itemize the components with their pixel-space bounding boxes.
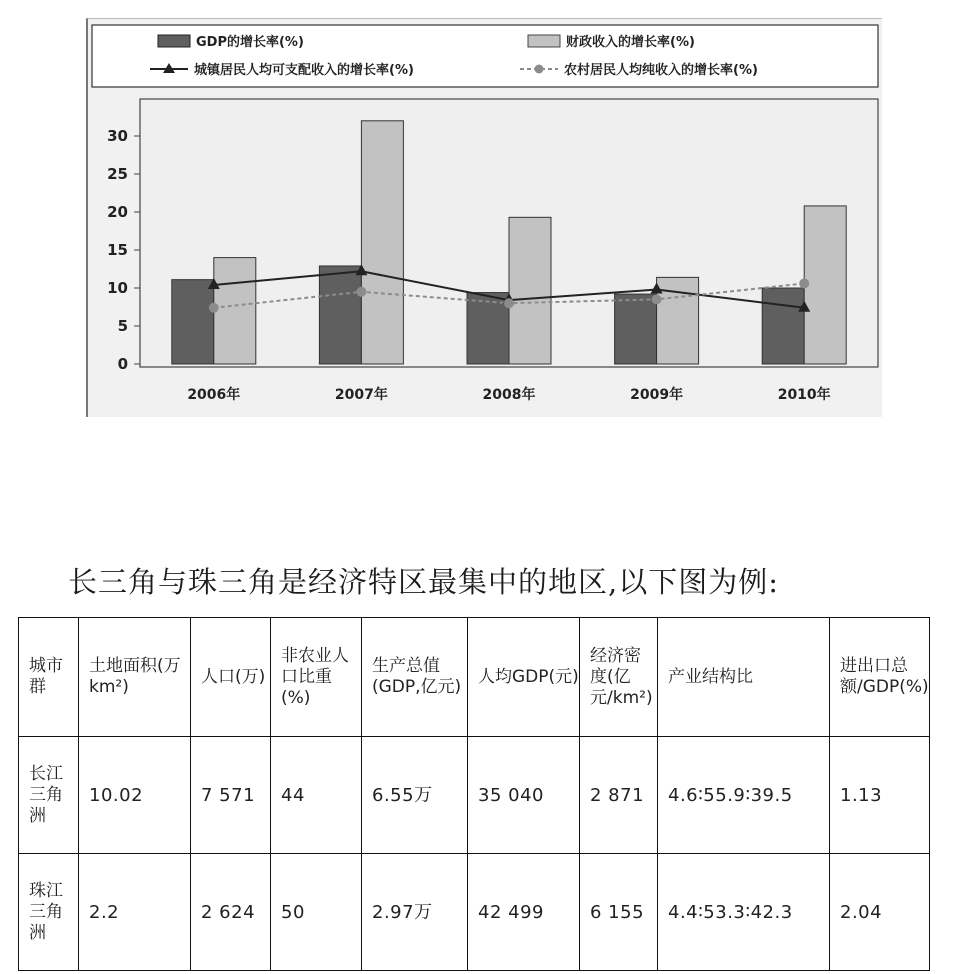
table-cell: 35 040 xyxy=(468,737,580,854)
legend xyxy=(92,25,878,87)
y-tick-label: 25 xyxy=(107,165,128,183)
table-cell: 1.13 xyxy=(830,737,930,854)
table-cell: 4.6∶55.9∶39.5 xyxy=(658,737,830,854)
gdp-growth-bar xyxy=(762,288,804,364)
header-cell: 土地面积(万km²) xyxy=(79,618,191,737)
table-cell: 2.04 xyxy=(830,854,930,971)
legend-label-rural: 农村居民人均纯收入的增长率(%) xyxy=(564,63,758,78)
table-row xyxy=(19,854,930,971)
rural-income-point xyxy=(652,294,662,304)
table-cell: 6.55万 xyxy=(362,737,468,854)
table-cell: 44 xyxy=(271,737,362,854)
gdp-growth-bar xyxy=(319,266,361,364)
rural-income-point xyxy=(799,278,809,288)
x-tick-label: 2010年 xyxy=(777,387,831,403)
header-cell: 城市群 xyxy=(19,618,79,737)
legend-label-fiscal: 财政收入的增长率(%) xyxy=(566,35,695,50)
table-cell: 长江三角洲 xyxy=(19,737,79,854)
header-cell: 生产总值(GDP,亿元) xyxy=(362,618,468,737)
fiscal-revenue-growth-bar xyxy=(509,217,551,364)
header-cell: 人均GDP(元) xyxy=(468,618,580,737)
section-heading: 长三角与珠三角是经济特区最集中的地区,以下图为例: xyxy=(68,565,779,599)
x-tick-label: 2006年 xyxy=(187,387,241,403)
chart-panel xyxy=(86,18,882,417)
header-cell: 人口(万) xyxy=(191,618,271,737)
rural-income-point xyxy=(209,303,219,313)
gdp-growth-bar xyxy=(172,280,214,364)
fiscal-revenue-growth-bar xyxy=(214,258,256,364)
table-cell: 6 155 xyxy=(580,854,658,971)
y-tick-label: 30 xyxy=(107,127,128,145)
legend-label-gdp: GDP的增长率(%) xyxy=(196,35,304,50)
legend-swatch-gdp xyxy=(158,35,190,47)
rural-income-point xyxy=(504,298,514,308)
y-tick-label: 15 xyxy=(107,241,128,259)
y-tick-label: 0 xyxy=(117,355,128,373)
table-row xyxy=(19,737,930,854)
header-cell: 进出口总额/GDP(%) xyxy=(830,618,930,737)
table-cell: 2.2 xyxy=(79,854,191,971)
header-cell: 经济密度(亿元/km²) xyxy=(580,618,658,737)
x-tick-label: 2008年 xyxy=(482,387,536,403)
gdp-growth-bar xyxy=(615,294,657,364)
legend-marker-rural xyxy=(535,65,544,74)
table-header-row xyxy=(19,618,930,737)
table-cell: 2.97万 xyxy=(362,854,468,971)
city-cluster-table xyxy=(18,617,930,971)
table-cell: 10.02 xyxy=(79,737,191,854)
growth-rate-chart xyxy=(88,19,882,417)
fiscal-revenue-growth-bar xyxy=(361,121,403,364)
legend-label-urban: 城镇居民人均可支配收入的增长率(%) xyxy=(194,63,414,78)
y-tick-label: 20 xyxy=(107,203,128,221)
x-tick-label: 2009年 xyxy=(630,387,684,403)
fiscal-revenue-growth-bar xyxy=(804,206,846,364)
header-cell: 产业结构比 xyxy=(658,618,830,737)
table-cell: 7 571 xyxy=(191,737,271,854)
x-tick-label: 2007年 xyxy=(334,387,388,403)
table-cell: 珠江三角洲 xyxy=(19,854,79,971)
rural-income-point xyxy=(356,287,366,297)
y-tick-label: 5 xyxy=(117,317,128,335)
table-cell: 42 499 xyxy=(468,854,580,971)
table-cell: 4.4∶53.3∶42.3 xyxy=(658,854,830,971)
legend-swatch-fiscal xyxy=(528,35,560,47)
y-tick-label: 10 xyxy=(107,279,128,297)
table-cell: 2 871 xyxy=(580,737,658,854)
table-cell: 2 624 xyxy=(191,854,271,971)
header-cell: 非农业人口比重(%) xyxy=(271,618,362,737)
table-cell: 50 xyxy=(271,854,362,971)
